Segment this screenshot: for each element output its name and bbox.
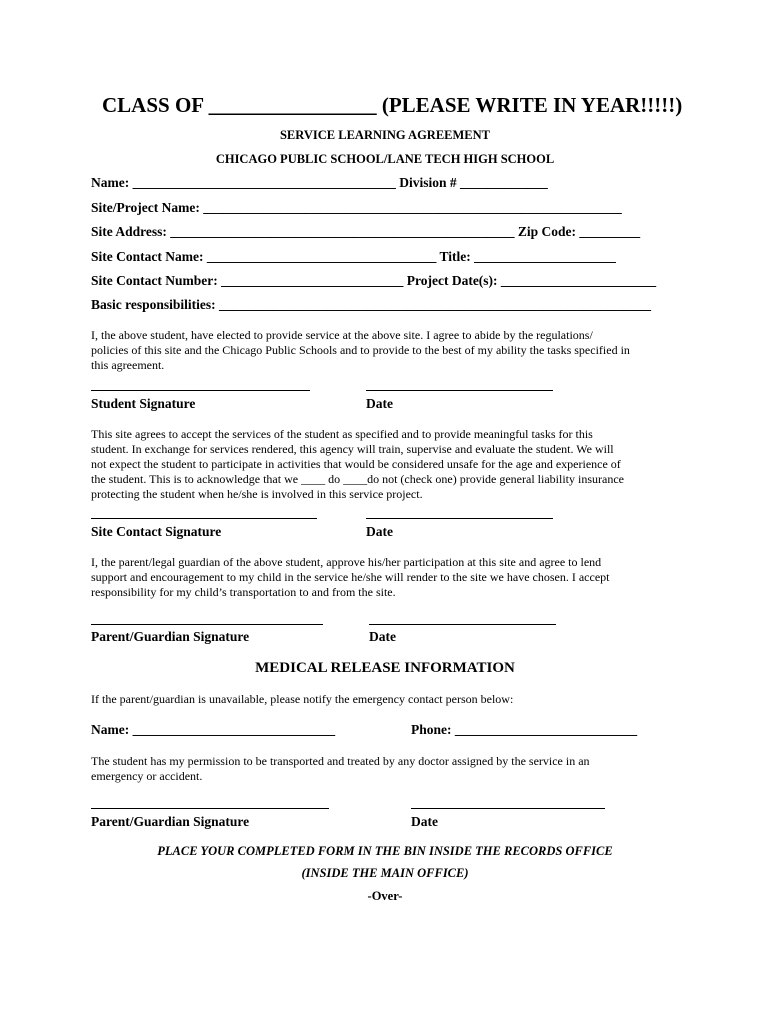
- medical-date-line[interactable]: [411, 808, 605, 809]
- emergency-name-field[interactable]: Name: ______________________________: [91, 722, 336, 737]
- basic-responsibilities-field[interactable]: Basic responsibilities: ________________________________________________________________: [91, 297, 652, 312]
- medical-heading: MEDICAL RELEASE INFORMATION: [255, 660, 515, 676]
- student-date-line[interactable]: [366, 390, 553, 391]
- parent-signature-line[interactable]: [91, 624, 323, 625]
- submission-location: (INSIDE THE MAIN OFFICE): [301, 866, 469, 880]
- name-division-field[interactable]: Name: _______________________________________ Division # _____________: [91, 175, 548, 190]
- student-date-label: Date: [366, 396, 393, 411]
- parent-signature-label: Parent/Guardian Signature: [91, 629, 250, 644]
- medical-parent-signature-label: Parent/Guardian Signature: [91, 814, 250, 829]
- emergency-phone-field[interactable]: Phone: ___________________________: [411, 722, 638, 737]
- parent-agreement-text: I, the parent/legal guardian of the above student, approve his/her participation at this site and agree to lend support and encouragement to my child in the service he/she will render to the site we have chosen. I accept responsibility for my child’s transportation to and from the site.: [91, 555, 610, 599]
- site-project-field[interactable]: Site/Project Name: ______________________________________________________________: [91, 200, 622, 215]
- over-indicator: -Over-: [367, 889, 403, 903]
- parent-date-line[interactable]: [369, 624, 556, 625]
- site-agreement-text: This site agrees to accept the services of the student as specified and to provide meaningful tasks for this student. In exchange for services rendered, this agency will train, supervise and evaluate the student. We will not expect the student to participate in activities that would be considered unsafe for the age and experience of the student. This is to acknowledge that we ____ do ____do not (check one) provide general liability insurance protecting the student when he/she is involved in this service project.: [91, 427, 624, 501]
- medical-date-label: Date: [411, 814, 438, 829]
- site-contact-signature-label: Site Contact Signature: [91, 524, 222, 539]
- medical-permission-text: The student has my permission to be transported and treated by any doctor assigned by the service in an emergency or accident.: [91, 754, 590, 783]
- student-agreement-text: I, the above student, have elected to provide service at the above site. I agree to abide by the regulations/ policies of this site and the Chicago Public Schools and to provide to the best of my ability the tasks specified in this agreement.: [91, 328, 630, 372]
- form-title: CLASS OF ________________ (PLEASE WRITE IN YEAR!!!!!): [102, 93, 683, 117]
- agreement-title: SERVICE LEARNING AGREEMENT: [279, 128, 491, 142]
- school-name: CHICAGO PUBLIC SCHOOL/LANE TECH HIGH SCHOOL: [215, 152, 555, 166]
- submission-instruction: PLACE YOUR COMPLETED FORM IN THE BIN INSIDE THE RECORDS OFFICE: [157, 844, 613, 858]
- site-contact-signature-line[interactable]: [91, 518, 317, 519]
- student-signature-line[interactable]: [91, 390, 310, 391]
- site-address-field[interactable]: Site Address: ___________________________________________________ Zip Code: _________: [91, 224, 641, 239]
- site-contact-number-field[interactable]: Site Contact Number: ___________________________ Project Date(s): _______________________: [91, 273, 657, 288]
- student-signature-label: Student Signature: [91, 396, 196, 411]
- site-contact-date-line[interactable]: [366, 518, 553, 519]
- parent-date-label: Date: [369, 629, 396, 644]
- medical-intro-text: If the parent/guardian is unavailable, please notify the emergency contact person below:: [91, 692, 514, 706]
- site-contact-name-field[interactable]: Site Contact Name: __________________________________ Title: _____________________: [91, 249, 616, 264]
- medical-parent-signature-line[interactable]: [91, 808, 329, 809]
- site-contact-date-label: Date: [366, 524, 393, 539]
